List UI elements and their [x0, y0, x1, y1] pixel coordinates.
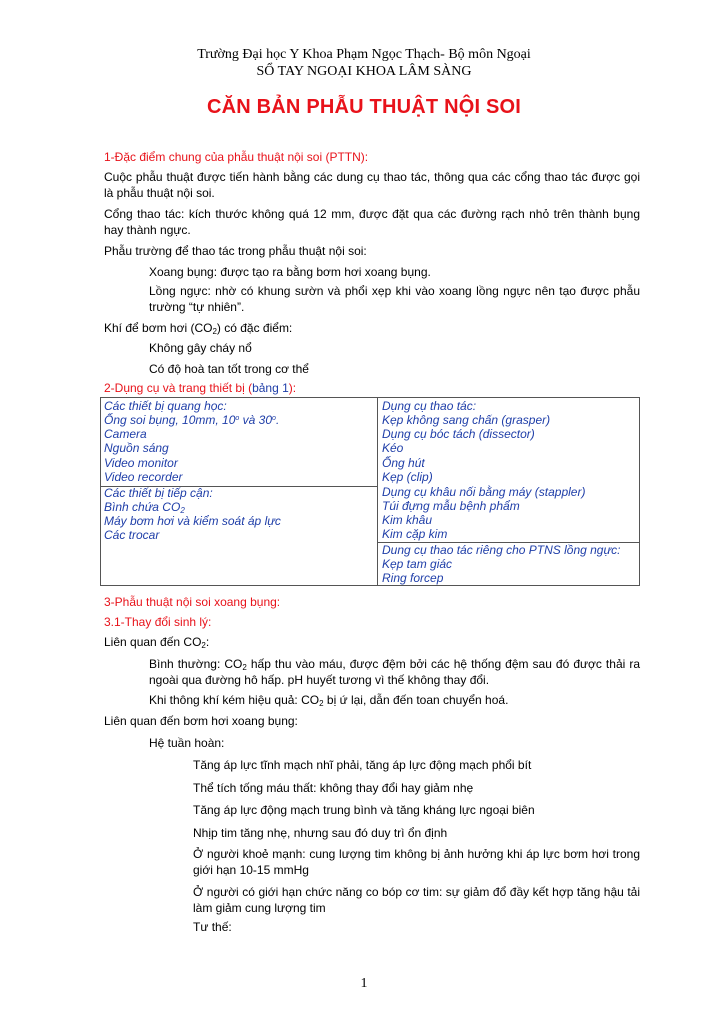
page-number: 1: [360, 976, 368, 991]
table-cell-scope: Ống soi bụng, 10mm, 10$^o$ và 30$^o$.: [104, 413, 280, 427]
table-cell: Máy bơm hơi và kiểm soát áp lực: [104, 514, 281, 528]
table-cell: Dụng cụ khâu nối bằng máy (stappler): [382, 485, 586, 499]
header-line-1: Trường Đại học Y Khoa Phạm Ngọc Thạch- Bộ môn Ngoại: [197, 47, 531, 62]
table-cell: Kim cặp kim: [382, 527, 448, 541]
section-3-1-heading: 3.1-Thay đổi sinh lý:: [104, 615, 212, 629]
section-1-para-2: Cổng thao tác: kích thước không quá 12 mm, được đặt qua các đường rạch nhỏ trên thành bụng hay thành ngực.: [104, 207, 640, 237]
table-left-group2-header: Các thiết bị tiếp cận:: [104, 486, 213, 500]
co2-related-line: Liên quan đến $CO_2$:: [104, 635, 210, 650]
table-cell: Nguồn sáng: [104, 441, 169, 455]
table-cell: Kẹp (clip): [382, 470, 433, 484]
table-cell: Kẹp tam giác: [382, 557, 453, 571]
table-cell: Ống hút: [382, 456, 425, 470]
gas-property-2: Có độ hoà tan tốt trong cơ thể: [149, 362, 309, 376]
section-1-bullet-1: Xoang bụng: được tạo ra bằng bơm hơi xoang bụng.: [149, 265, 431, 279]
header-line-2: SỔ TAY NGOẠI KHOA LÂM SÀNG: [256, 64, 472, 79]
table-cell: Các trocar: [104, 528, 160, 542]
table-right-group2-header: Dung cụ thao tác riêng cho PTNS lồng ngực:: [382, 543, 621, 557]
table-cell: Camera: [104, 427, 147, 441]
table-cell: Video monitor: [104, 456, 178, 470]
table-right-group1-header: Dụng cụ thao tác:: [382, 399, 477, 413]
section-2-heading: 2-Dụng cụ và trang thiết bị (bảng 1):: [104, 381, 297, 395]
table-cell: Ring forcep: [382, 571, 444, 585]
pump-related-line: Liên quan đến bơm hơi xoang bụng:: [104, 714, 298, 728]
posture-heading: Tư thế:: [193, 920, 232, 934]
circulation-item-3: Tăng áp lực động mạch trung bình và tăng kháng lực ngoại biên: [193, 803, 535, 817]
table-reference-link[interactable]: bảng 1: [252, 381, 289, 395]
co2-normal-para: Bình thường: $CO_2$ hấp thu vào máu, được đệm bởi các hệ thống đệm sau đó được thải ra ngoài qua đường hô hấp. pH huyết tương vì thế không thay đổi.: [149, 657, 640, 687]
table-cell: Kim khâu: [382, 513, 433, 527]
table-cell-co2: Bình chứa $CO_2$: [104, 500, 185, 515]
gas-properties-line: Khí để bơm hơi $(CO_2)$ có đặc điểm:: [104, 321, 293, 336]
table-cell: Túi đựng mẫu bệnh phẩm: [382, 499, 520, 513]
table-cell: Video recorder: [104, 470, 183, 484]
section-3-heading: 3-Phẫu thuật nội soi xoang bụng:: [104, 595, 281, 609]
page-title: CĂN BẢN PHẪU THUẬT NỘI SOI: [206, 96, 522, 118]
circulation-item-1: Tăng áp lực tĩnh mạch nhĩ phải, tăng áp lực động mạch phổi bít: [193, 758, 532, 772]
table-cell: Kẹp không sang chấn (grasper): [382, 413, 551, 427]
circulation-item-6: Ở người có giới hạn chức năng co bóp cơ tim: sự giảm đổ đầy kết hợp tăng hậu tải làm giảm cung lượng tim: [193, 885, 640, 915]
co2-poor-ventilation-line: Khi thông khí kém hiệu quả: $CO_2$ bị ứ lại, dẫn đến toan chuyển hoá.: [149, 693, 509, 708]
gas-property-1: Không gây cháy nổ: [149, 341, 252, 355]
table-cell: Dụng cụ bóc tách (dissector): [382, 427, 535, 441]
circulation-item-4: Nhịp tim tăng nhẹ, nhưng sau đó duy trì ổn định: [193, 826, 448, 840]
table-cell: Kéo: [382, 441, 404, 455]
section-1-para-1: Cuộc phẫu thuật được tiến hành bằng các dung cụ thao tác, thông qua các cổng thao tác được gọi là phẫu thuật nội soi.: [104, 170, 640, 200]
section-1-heading: 1-Đặc điểm chung của phẫu thuật nội soi (PTTN):: [104, 150, 369, 164]
circulation-item-5: Ở người khoẻ mạnh: cung lượng tim không bị ảnh hưởng khi áp lực bơm hơi trong giới hạn 10-15 mmHg: [193, 847, 640, 877]
circulation-heading: Hệ tuần hoàn:: [149, 736, 225, 750]
section-1-para-3: Phẫu trường để thao tác trong phẫu thuật nội soi:: [104, 244, 367, 258]
table-column-divider: [377, 397, 378, 586]
circulation-item-2: Thể tích tống máu thất: không thay đổi hay giảm nhẹ: [193, 781, 474, 795]
table-left-group1-header: Các thiết bị quang học:: [104, 399, 227, 413]
section-1-bullet-2: Lồng ngực: nhờ có khung sườn và phổi xẹp khi vào xoang lồng ngực nên tạo được phẫu trường “tự nhiên”.: [149, 284, 640, 314]
